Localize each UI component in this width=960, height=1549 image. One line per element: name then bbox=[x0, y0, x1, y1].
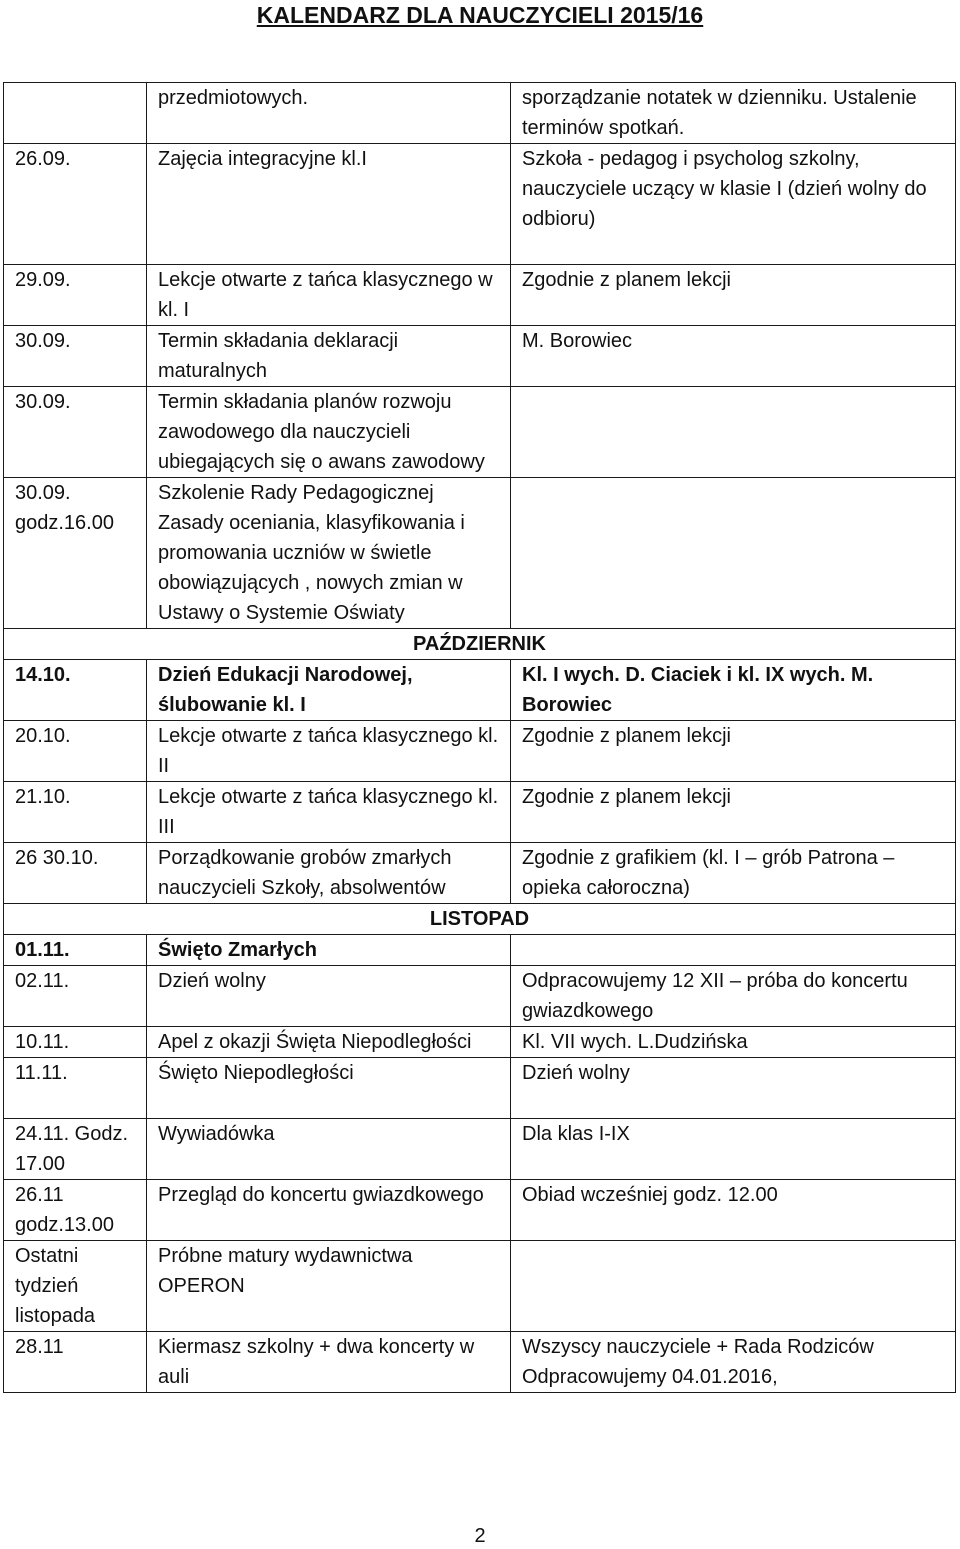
note-cell: sporządzanie notatek w dzienniku. Ustalenie terminów spotkań. bbox=[511, 83, 956, 144]
event-cell: Lekcje otwarte z tańca klasycznego w kl. I bbox=[147, 265, 511, 326]
event-cell: Lekcje otwarte z tańca klasycznego kl. II bbox=[147, 721, 511, 782]
note-cell: Dla klas I-IX bbox=[511, 1119, 956, 1180]
date-cell: 11.11. bbox=[4, 1058, 147, 1119]
date-cell: 28.11 bbox=[4, 1332, 147, 1393]
event-cell: Dzień Edukacji Narodowej, ślubowanie kl. I bbox=[147, 660, 511, 721]
event-cell: Apel z okazji Święta Niepodległości bbox=[147, 1027, 511, 1058]
date-cell: 30.09. bbox=[4, 387, 147, 478]
note-cell: Zgodnie z grafikiem (kl. I – grób Patrona – opieka całoroczna) bbox=[511, 843, 956, 904]
date-cell: 26 30.10. bbox=[4, 843, 147, 904]
table-row bbox=[4, 265, 956, 326]
event-cell: Święto Zmarłych bbox=[147, 935, 511, 966]
date-cell: 20.10. bbox=[4, 721, 147, 782]
table-row bbox=[4, 1058, 956, 1119]
event-cell: Termin składania deklaracji maturalnych bbox=[147, 326, 511, 387]
table-row bbox=[4, 326, 956, 387]
date-cell: 30.09. bbox=[4, 326, 147, 387]
event-cell: Termin składania planów rozwoju zawodowego dla nauczycieli ubiegających się o awans zawodowy bbox=[147, 387, 511, 478]
event-cell: Dzień wolny bbox=[147, 966, 511, 1027]
table-row bbox=[4, 144, 956, 265]
note-cell: Kl. I wych. D. Ciaciek i kl. IX wych. M. Borowiec bbox=[511, 660, 956, 721]
note-cell: Zgodnie z planem lekcji bbox=[511, 265, 956, 326]
table-row bbox=[4, 1180, 956, 1241]
table-row bbox=[4, 843, 956, 904]
table-row bbox=[4, 660, 956, 721]
date-cell bbox=[4, 83, 147, 144]
note-cell: Zgodnie z planem lekcji bbox=[511, 782, 956, 843]
note-cell: Szkoła - pedagog i psycholog szkolny, nauczyciele uczący w klasie I (dzień wolny do odbioru) bbox=[511, 144, 956, 265]
event-cell: Lekcje otwarte z tańca klasycznego kl. III bbox=[147, 782, 511, 843]
event-cell: Porządkowanie grobów zmarłych nauczycieli Szkoły, absolwentów bbox=[147, 843, 511, 904]
event-cell: Kiermasz szkolny + dwa koncerty w auli bbox=[147, 1332, 511, 1393]
note-cell bbox=[511, 1241, 956, 1332]
date-cell: 29.09. bbox=[4, 265, 147, 326]
event-cell: przedmiotowych. bbox=[147, 83, 511, 144]
date-cell: 10.11. bbox=[4, 1027, 147, 1058]
table-row bbox=[4, 935, 956, 966]
date-cell: 14.10. bbox=[4, 660, 147, 721]
date-cell: 30.09. godz.16.00 bbox=[4, 478, 147, 629]
date-cell: 26.09. bbox=[4, 144, 147, 265]
event-cell: Próbne matury wydawnictwa OPERON bbox=[147, 1241, 511, 1332]
note-cell bbox=[511, 478, 956, 629]
table-row bbox=[4, 1241, 956, 1332]
month-row bbox=[4, 629, 956, 660]
month-row bbox=[4, 904, 956, 935]
date-cell: 02.11. bbox=[4, 966, 147, 1027]
note-cell bbox=[511, 935, 956, 966]
note-cell: Odpracowujemy 12 XII – próba do koncertu gwiazdkowego bbox=[511, 966, 956, 1027]
table-row bbox=[4, 1332, 956, 1393]
table-row bbox=[4, 1027, 956, 1058]
note-cell: M. Borowiec bbox=[511, 326, 956, 387]
page-title: KALENDARZ DLA NAUCZYCIELI 2015/16 bbox=[256, 2, 704, 28]
table-row bbox=[4, 966, 956, 1027]
event-cell: Wywiadówka bbox=[147, 1119, 511, 1180]
note-cell: Wszyscy nauczyciele + Rada Rodziców Odpracowujemy 04.01.2016, bbox=[511, 1332, 956, 1393]
calendar-table bbox=[3, 82, 956, 1393]
month-header-listopad: LISTOPAD bbox=[4, 904, 956, 935]
month-header-pazdziernik: PAŹDZIERNIK bbox=[4, 629, 956, 660]
table-row bbox=[4, 387, 956, 478]
table-row bbox=[4, 721, 956, 782]
date-cell: 24.11. Godz. 17.00 bbox=[4, 1119, 147, 1180]
date-cell: Ostatni tydzień listopada bbox=[4, 1241, 147, 1332]
date-cell: 21.10. bbox=[4, 782, 147, 843]
note-cell bbox=[511, 387, 956, 478]
table-row bbox=[4, 782, 956, 843]
event-cell: Zajęcia integracyjne kl.I bbox=[147, 144, 511, 265]
event-cell: Święto Niepodległości bbox=[147, 1058, 511, 1119]
note-cell: Zgodnie z planem lekcji bbox=[511, 721, 956, 782]
page-number: 2 bbox=[474, 1525, 486, 1547]
note-cell: Kl. VII wych. L.Dudzińska bbox=[511, 1027, 956, 1058]
date-cell: 01.11. bbox=[4, 935, 147, 966]
note-cell: Dzień wolny bbox=[511, 1058, 956, 1119]
note-cell: Obiad wcześniej godz. 12.00 bbox=[511, 1180, 956, 1241]
table-row bbox=[4, 1119, 956, 1180]
event-cell: Szkolenie Rady Pedagogicznej Zasady oceniania, klasyfikowania i promowania uczniów w świetle obowiązujących , nowych zmian w Ustawy o Systemie Oświaty bbox=[147, 478, 511, 629]
table-row bbox=[4, 83, 956, 144]
event-cell: Przegląd do koncertu gwiazdkowego bbox=[147, 1180, 511, 1241]
date-cell: 26.11 godz.13.00 bbox=[4, 1180, 147, 1241]
table-row bbox=[4, 478, 956, 629]
